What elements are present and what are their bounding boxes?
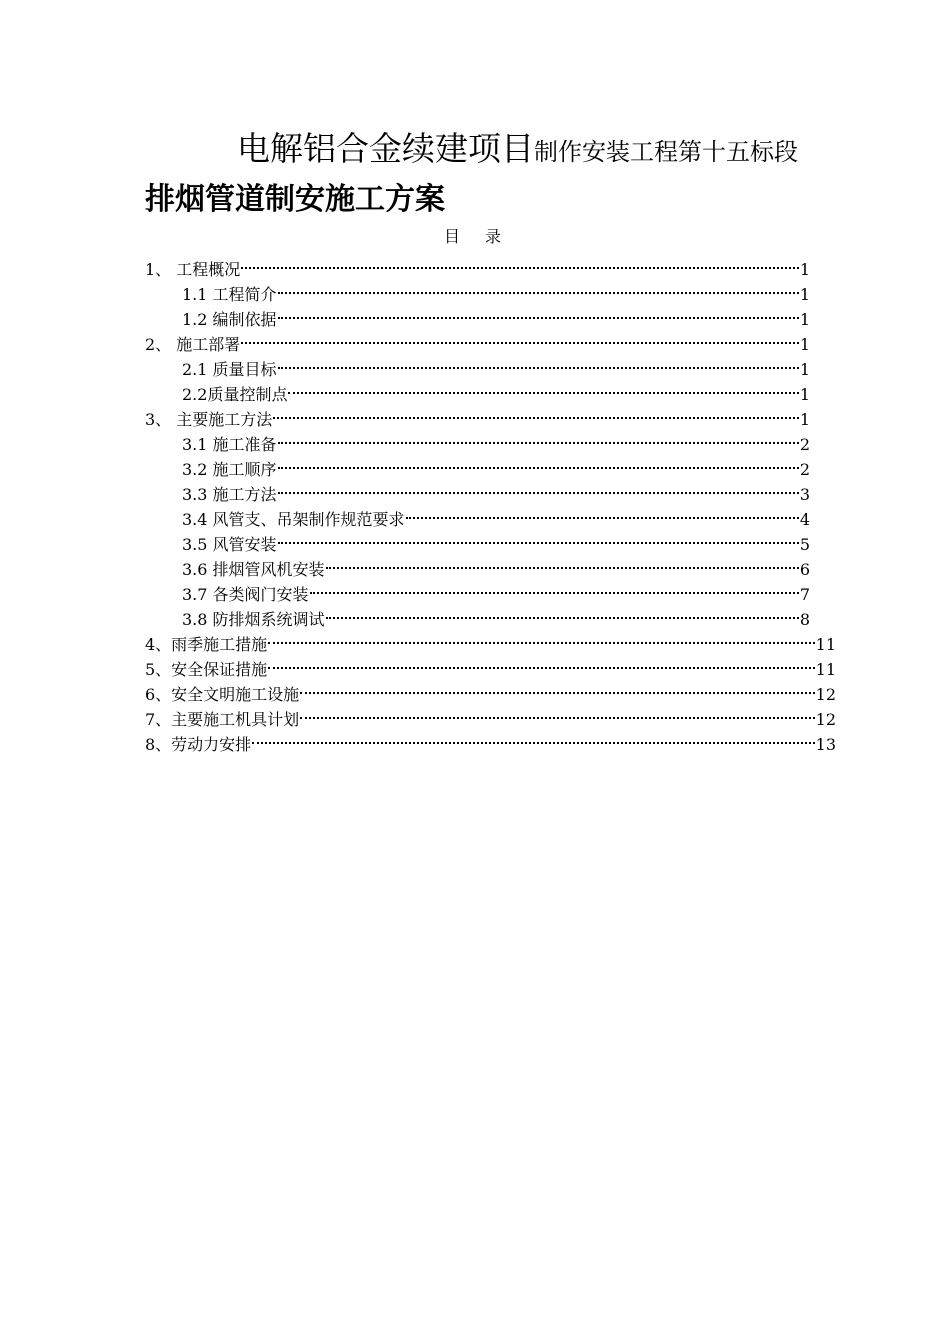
toc-entry[interactable] xyxy=(145,250,810,279)
toc-entry-label: 2、 施工部署 xyxy=(145,335,241,354)
toc-dot-leader xyxy=(288,375,798,400)
toc-entry-page: 11 xyxy=(815,660,836,679)
title-plan-name: 排烟管道制安施工方案 xyxy=(145,182,445,217)
table-of-contents xyxy=(145,250,836,754)
toc-entry-page: 1 xyxy=(799,335,810,354)
toc-entry-page: 7 xyxy=(799,585,810,604)
toc-entry-page: 2 xyxy=(799,460,810,479)
toc-dot-leader xyxy=(278,450,799,475)
toc-entry-page: 8 xyxy=(799,610,810,629)
toc-entry-label: 3.7 各类阀门安装 xyxy=(182,585,309,604)
toc-entry[interactable] xyxy=(145,350,810,379)
toc-dot-leader xyxy=(310,575,799,600)
toc-entry-label: 5、安全保证措施 xyxy=(145,660,268,679)
toc-entry-label: 3.5 风管安装 xyxy=(182,535,277,554)
toc-dot-leader xyxy=(241,325,799,350)
toc-dot-leader xyxy=(278,475,799,500)
toc-entry-label: 4、雨季施工措施 xyxy=(145,635,268,654)
toc-dot-leader xyxy=(252,725,814,750)
toc-entry-label: 8、劳动力安排 xyxy=(145,735,252,754)
title-project-name: 电解铝合金续建项目 xyxy=(237,129,534,168)
toc-heading: 目 录 xyxy=(443,227,512,246)
toc-entry-page: 1 xyxy=(799,385,810,404)
toc-entry-label: 7、主要施工机具计划 xyxy=(145,710,300,729)
toc-dot-leader xyxy=(268,625,814,650)
toc-entry[interactable] xyxy=(145,275,810,304)
toc-entry-label: 1、 工程概况 xyxy=(145,260,241,279)
title-project-section: 制作安装工程第十五标段 xyxy=(534,138,798,166)
toc-dot-leader xyxy=(406,500,799,525)
toc-dot-leader xyxy=(326,550,799,575)
toc-entry-label: 3.1 施工准备 xyxy=(182,435,277,454)
toc-entry-page: 6 xyxy=(799,560,810,579)
toc-entry-label: 2.2质量控制点 xyxy=(182,385,288,404)
toc-dot-leader xyxy=(241,250,799,275)
toc-entry-page: 5 xyxy=(799,535,810,554)
toc-entry-page: 13 xyxy=(815,735,836,754)
toc-dot-leader xyxy=(278,425,799,450)
toc-entry[interactable] xyxy=(145,325,810,354)
toc-entry-label: 3.8 防排烟系统调试 xyxy=(182,610,325,629)
toc-entry-label: 3、 主要施工方法 xyxy=(145,410,273,429)
toc-entry-page: 12 xyxy=(815,685,836,704)
toc-entry-page: 1 xyxy=(799,410,810,429)
toc-dot-leader xyxy=(278,300,799,325)
toc-dot-leader xyxy=(268,650,814,675)
toc-entry-page: 3 xyxy=(799,485,810,504)
toc-dot-leader xyxy=(300,700,814,725)
toc-dot-leader xyxy=(278,525,799,550)
toc-entry-page: 4 xyxy=(799,510,810,529)
toc-dot-leader xyxy=(273,400,799,425)
toc-entry-page: 11 xyxy=(815,635,836,654)
toc-entry-page: 1 xyxy=(799,260,810,279)
toc-entry-label: 3.4 风管支、吊架制作规范要求 xyxy=(182,510,405,529)
toc-entry-label: 3.3 施工方法 xyxy=(182,485,277,504)
toc-entry-label: 1.1 工程简介 xyxy=(182,285,277,304)
toc-entry-label: 6、安全文明施工设施 xyxy=(145,685,300,704)
toc-entry-label: 1.2 编制依据 xyxy=(182,310,277,329)
toc-entry-page: 12 xyxy=(815,710,836,729)
toc-entry-label: 2.1 质量目标 xyxy=(182,360,277,379)
document-title xyxy=(145,126,810,223)
toc-entry-page: 2 xyxy=(799,435,810,454)
toc-dot-leader xyxy=(326,600,799,625)
toc-dot-leader xyxy=(278,275,799,300)
toc-entry-label: 3.2 施工顺序 xyxy=(182,460,277,479)
toc-entry-page: 1 xyxy=(799,285,810,304)
toc-entry-page: 1 xyxy=(799,360,810,379)
toc-entry-label: 3.6 排烟管风机安装 xyxy=(182,560,325,579)
toc-dot-leader xyxy=(300,675,814,700)
toc-dot-leader xyxy=(278,350,799,375)
toc-entry-page: 1 xyxy=(799,310,810,329)
